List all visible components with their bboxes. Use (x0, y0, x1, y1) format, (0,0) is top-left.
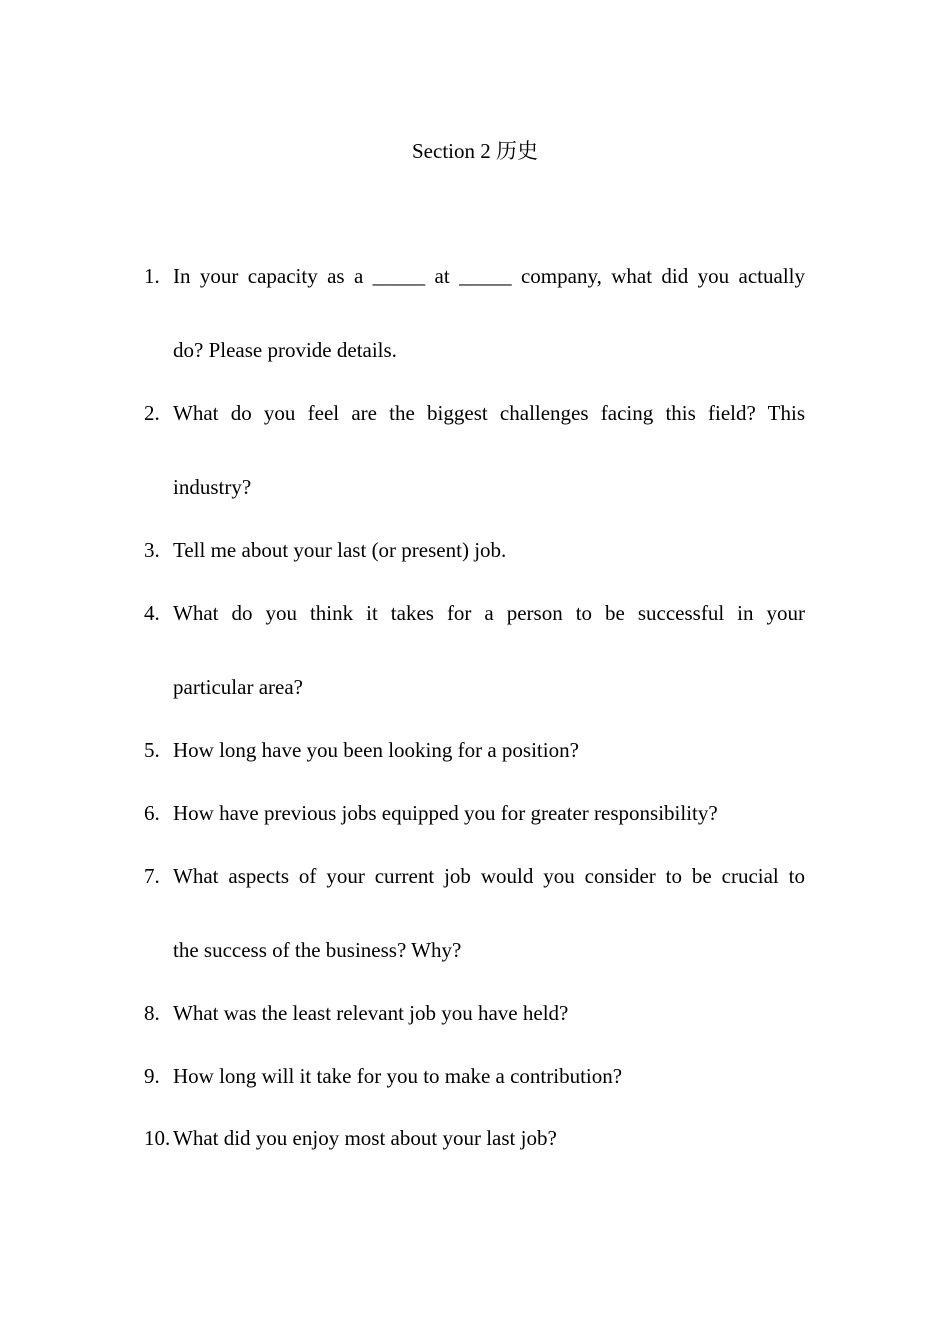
question-number: 2. (144, 401, 160, 425)
question-text (173, 1062, 805, 1090)
question-number: 8. (144, 1001, 160, 1025)
question-number: 10. (144, 1126, 171, 1150)
section-title: Section 2 历史 (412, 139, 538, 163)
question-line: In your capacity as a _____ at _____ company, what did you actually (173, 264, 805, 288)
question-line: What was the least relevant job you have held? (173, 1001, 569, 1025)
question-item-1 (144, 262, 805, 364)
question-number: 4. (144, 601, 160, 625)
question-line: Tell me about your last (or present) job. (173, 538, 507, 562)
question-number: 5. (144, 738, 160, 762)
question-line: How long have you been looking for a position? (173, 738, 579, 762)
question-number: 1. (144, 264, 160, 288)
question-item-9 (144, 1062, 805, 1090)
question-line: do? Please provide details. (173, 338, 397, 362)
question-text (173, 736, 805, 764)
question-item-10 (144, 1124, 805, 1152)
question-item-2 (144, 399, 805, 501)
question-text (173, 599, 805, 701)
question-line: What do you feel are the biggest challenges facing this field? This (173, 401, 805, 425)
question-number: 3. (144, 538, 160, 562)
question-number: 9. (144, 1064, 160, 1088)
question-line: What do you think it takes for a person to be successful in your (173, 601, 805, 625)
question-item-5 (144, 736, 805, 764)
question-text (173, 1124, 805, 1152)
question-line: the success of the business? Why? (173, 938, 462, 962)
question-item-6 (144, 799, 805, 827)
question-item-7 (144, 862, 805, 964)
question-line: What aspects of your current job would you consider to be crucial to (173, 864, 805, 888)
question-text (173, 399, 805, 501)
question-item-8 (144, 999, 805, 1027)
question-item-4 (144, 599, 805, 701)
question-text (173, 799, 805, 827)
question-text (173, 999, 805, 1027)
question-item-3 (144, 536, 805, 564)
question-line: industry? (173, 475, 252, 499)
question-text (173, 262, 805, 364)
question-line: particular area? (173, 675, 303, 699)
question-line: What did you enjoy most about your last job? (173, 1126, 557, 1150)
question-line: How long will it take for you to make a contribution? (173, 1064, 623, 1088)
question-number: 7. (144, 864, 160, 888)
question-line: How have previous jobs equipped you for greater responsibility? (173, 801, 718, 825)
question-text (173, 862, 805, 964)
question-number: 6. (144, 801, 160, 825)
question-text (173, 536, 805, 564)
